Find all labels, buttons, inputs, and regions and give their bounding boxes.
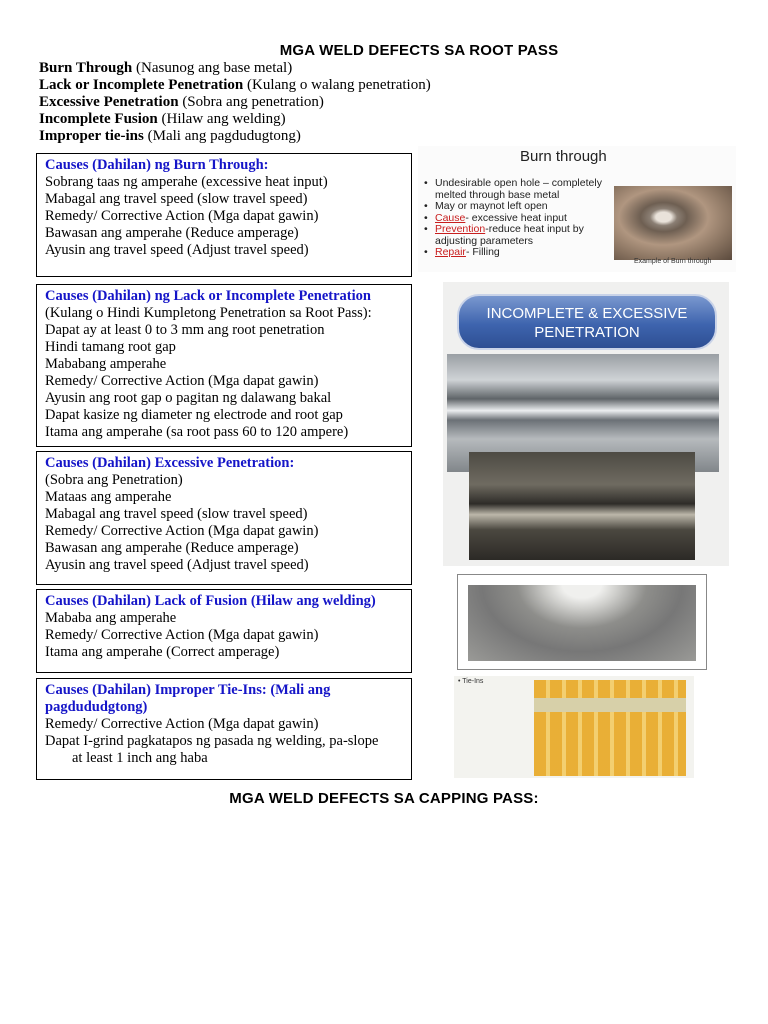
- defect-item: Improper tie-ins (Mali ang pagdudugtong): [39, 128, 301, 144]
- defect-item: Lack or Incomplete Penetration (Kulang o walang penetration): [39, 77, 431, 93]
- bullet: • May or maynot left open: [424, 201, 614, 213]
- box-line: Dapat kasize ng diameter ng electrode and root gap: [45, 407, 343, 423]
- defect-item: Incomplete Fusion (Hilaw ang welding): [39, 111, 286, 127]
- box-line: Dapat I-grind pagkatapos ng pasada ng welding, pa-slope: [45, 733, 379, 749]
- defect-item: Excessive Penetration (Sobra ang penetration): [39, 94, 324, 110]
- box-line: at least 1 inch ang haba: [72, 750, 208, 766]
- box-line: Mabagal ang travel speed (slow travel speed): [45, 506, 308, 522]
- box-heading: Causes (Dahilan) Improper Tie-Ins: (Mali ang pagdududgtong): [45, 682, 331, 715]
- section-title: MGA WELD DEFECTS SA CAPPING PASS:: [229, 790, 539, 807]
- box-line: Dapat ay at least 0 to 3 mm ang root penetration: [45, 322, 325, 338]
- defect-item: Burn Through (Nasunog ang base metal): [39, 60, 293, 76]
- cross-section-photo: [468, 585, 696, 661]
- excessive-penetration-box: [36, 451, 412, 585]
- box-line: Sobrang taas ng amperahe (excessive heat input): [45, 174, 328, 190]
- figure-bullets: [424, 178, 614, 259]
- fusion-cross-section-figure: [457, 574, 707, 670]
- box-line: Ayusin ang root gap o pagitan ng dalawang bakal: [45, 390, 332, 406]
- box-line: Bawasan ang amperahe (Reduce amperage): [45, 225, 299, 241]
- box-heading: Causes (Dahilan) ng Burn Through:: [45, 157, 269, 173]
- box-line: Remedy/ Corrective Action (Mga dapat gawin): [45, 373, 319, 389]
- box-line: Mataas ang amperahe: [45, 489, 172, 505]
- defect-list: [39, 60, 431, 145]
- improper-tie-ins-box: [36, 678, 412, 780]
- figure-label: • Tie-Ins: [458, 678, 484, 685]
- box-line: Remedy/ Corrective Action (Mga dapat gawin): [45, 208, 319, 224]
- box-heading: Causes (Dahilan) Lack of Fusion (Hilaw ang welding): [45, 593, 376, 609]
- box-line: Itama ang amperahe (Correct amperage): [45, 644, 280, 660]
- burn-through-box: [36, 153, 412, 277]
- box-line: Hindi tamang root gap: [45, 339, 176, 355]
- box-heading: Causes (Dahilan) ng Lack or Incomplete Penetration: [45, 288, 371, 304]
- tie-ins-diagram: [534, 680, 686, 776]
- bullet: • Repair- Filling: [424, 247, 614, 259]
- box-line: Ayusin ang travel speed (Adjust travel speed): [45, 242, 309, 258]
- penetration-figure: [443, 282, 729, 566]
- box-line: (Sobra ang Penetration): [45, 472, 183, 488]
- box-line: Mababa ang amperahe: [45, 610, 177, 626]
- burn-through-figure: [418, 146, 736, 272]
- box-line: Remedy/ Corrective Action (Mga dapat gawin): [45, 716, 319, 732]
- figure-title: Burn through: [520, 148, 607, 165]
- weld-strip: [534, 698, 686, 712]
- bullet: • Cause- excessive heat input: [424, 213, 614, 225]
- weld-root-photo: [469, 452, 695, 560]
- photo-caption: Example of Burn through: [634, 258, 712, 265]
- box-heading: Causes (Dahilan) Excessive Penetration:: [45, 455, 295, 471]
- burn-through-photo: [614, 186, 732, 260]
- tie-ins-figure: [454, 676, 694, 778]
- bullet: • Prevention-reduce heat input by adjusting parameters: [424, 224, 614, 247]
- box-line: Mababang amperahe: [45, 356, 167, 372]
- page-title: MGA WELD DEFECTS SA ROOT PASS: [279, 42, 559, 59]
- box-line: Remedy/ Corrective Action (Mga dapat gawin): [45, 523, 319, 539]
- box-line: Bawasan ang amperahe (Reduce amperage): [45, 540, 299, 556]
- box-line: (Kulang o Hindi Kumpletong Penetration sa Root Pass):: [45, 305, 372, 321]
- box-line: Itama ang amperahe (sa root pass 60 to 120 ampere): [45, 424, 349, 440]
- figure-banner: INCOMPLETE & EXCESSIVE PENETRATION: [457, 294, 717, 350]
- bullet: • Undesirable open hole – completely melted through base metal: [424, 178, 614, 201]
- box-line: Mabagal ang travel speed (slow travel speed): [45, 191, 308, 207]
- lack-of-fusion-box: [36, 589, 412, 673]
- box-line: Ayusin ang travel speed (Adjust travel speed): [45, 557, 309, 573]
- box-line: Remedy/ Corrective Action (Mga dapat gawin): [45, 627, 319, 643]
- incomplete-penetration-box: [36, 284, 412, 447]
